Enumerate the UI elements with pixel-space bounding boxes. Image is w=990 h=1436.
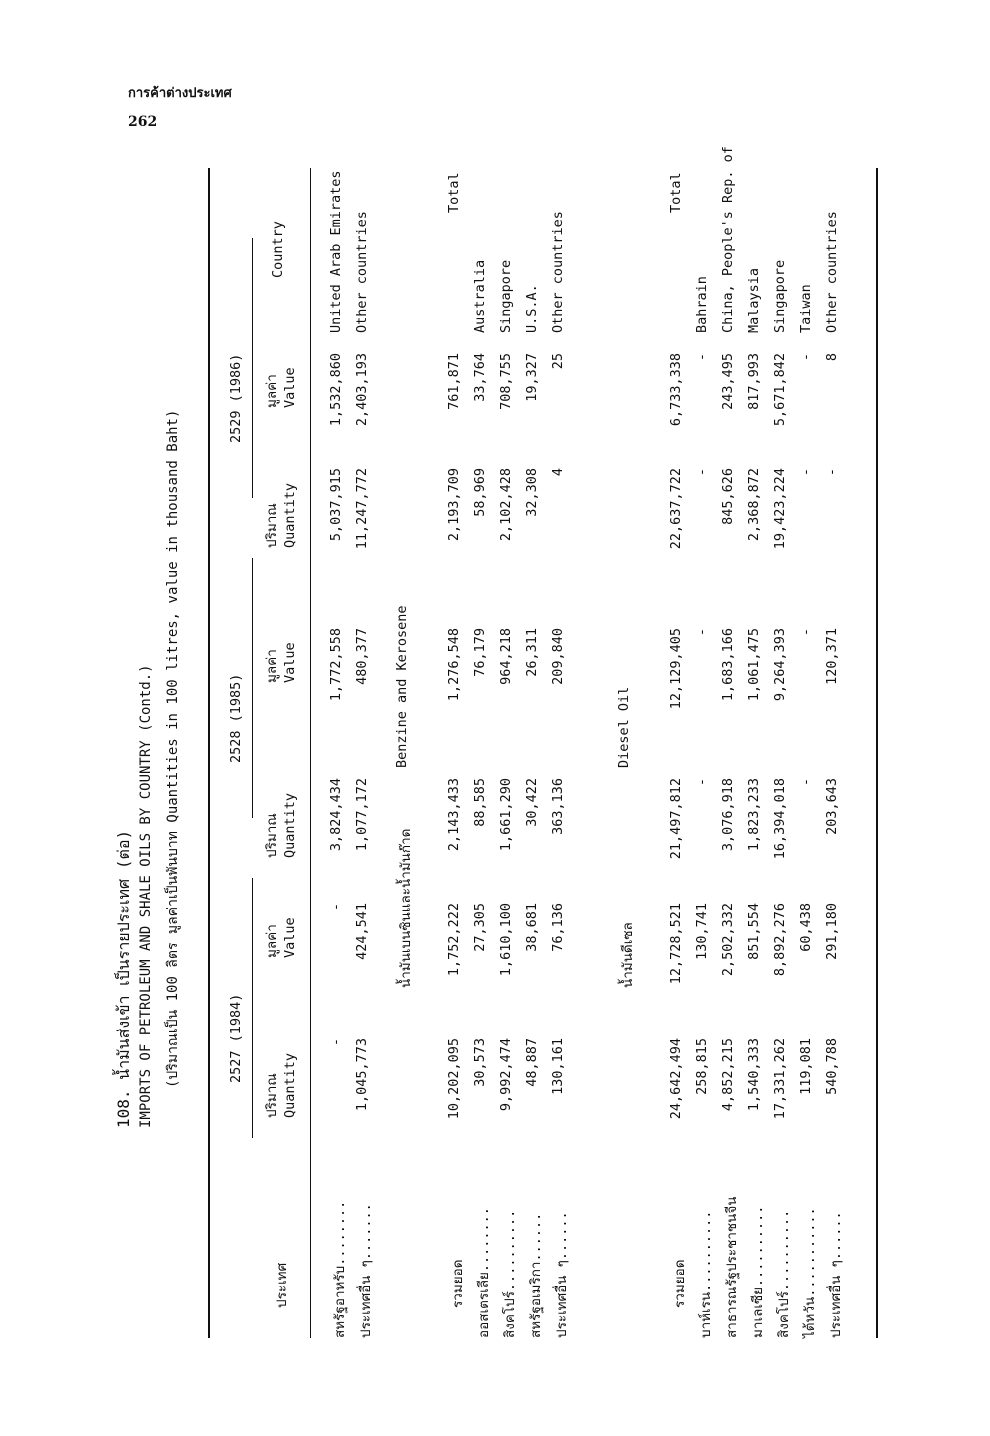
- table-title-en: IMPORTS OF PETROLEUM AND SHALE OILS BY COUNTRY (Contd.): [138, 664, 154, 1128]
- cell-v2: 480,377: [354, 628, 370, 685]
- row-label-en: Singapore: [498, 259, 514, 333]
- row-label-total-en: Total: [668, 172, 684, 213]
- cell-v2: 964,218: [498, 628, 514, 685]
- cell-q1: 258,815: [694, 1038, 710, 1095]
- year-underline: [252, 878, 253, 1138]
- cell-q1: 48,887: [524, 1038, 540, 1087]
- header-value-en: Value: [282, 917, 298, 958]
- cell-v3: 8: [824, 353, 840, 362]
- header-quantity-th: ปริมาณ: [264, 813, 280, 858]
- cell-v1: 424,541: [354, 903, 370, 960]
- cell-v1: 76,136: [550, 903, 566, 952]
- cell-v1: 27,305: [472, 903, 488, 952]
- header-year: 2527 (1984): [228, 993, 244, 1083]
- cell-v1: 2,502,332: [720, 903, 736, 977]
- header-country-th: ประเทศ: [274, 1262, 290, 1308]
- row-label-th: สิงคโปร์..........: [776, 1209, 792, 1338]
- year-underline: [252, 558, 253, 818]
- header-year: 2528 (1985): [228, 673, 244, 763]
- cell-q2: -: [694, 778, 710, 787]
- cell-q3: 4: [550, 468, 566, 477]
- cell-q2: 16,394,018: [772, 778, 788, 860]
- bottom-rule: [876, 168, 878, 1338]
- cell-q3: -: [824, 468, 840, 477]
- row-label-th: บาห์เรน..........: [698, 1210, 714, 1338]
- cell-q3: 32,308: [524, 468, 540, 517]
- row-label-en: U.S.A.: [524, 284, 540, 333]
- row-label-en: China, People's Rep. of: [720, 146, 736, 333]
- cell-v2: -: [798, 628, 814, 637]
- row-label-total-en: Total: [446, 172, 462, 213]
- cell-q1: 1,045,773: [354, 1038, 370, 1112]
- cell-v1: 12,728,521: [668, 903, 684, 985]
- cell-q2: 88,585: [472, 778, 488, 827]
- row-label-th: มาเลเซีย..........: [750, 1205, 766, 1338]
- table-title-th: 108. น้ำมันส่งเข้า เป็นรายประเทศ (ต่อ): [114, 829, 133, 1128]
- cell-v2: 1,061,475: [746, 628, 762, 702]
- cell-v3: 19,327: [524, 353, 540, 402]
- cell-v3: -: [798, 353, 814, 362]
- header-value-th: มูลค่า: [264, 649, 280, 683]
- cell-v1: 1,752,222: [446, 903, 462, 977]
- header-rule: [310, 168, 311, 1338]
- cell-q1: 119,081: [798, 1038, 814, 1095]
- header-value-th: มูลค่า: [264, 374, 280, 408]
- cell-q2: 3,076,918: [720, 778, 736, 852]
- cell-v2: -: [694, 628, 710, 637]
- row-label-en: United Arab Emirates: [328, 170, 344, 333]
- cell-v1: 130,741: [694, 903, 710, 960]
- header-quantity-th: ปริมาณ: [264, 503, 280, 548]
- row-label-en: Other countries: [354, 211, 370, 333]
- cell-v1: 8,892,276: [772, 903, 788, 977]
- section-label-en: Benzine and Kerosene: [394, 605, 410, 768]
- cell-v3: 761,871: [446, 353, 462, 410]
- row-label-th: ประเทศอื่น ๆ.......: [358, 1203, 374, 1338]
- header-quantity-en: Quantity: [282, 792, 298, 858]
- row-label-total-th: รวมยอด: [450, 1259, 466, 1308]
- row-label-en: Bahrain: [694, 276, 710, 333]
- table-subtitle: (ปริมาณเป็น 100 ลิตร มูลค่าเป็นพันบาท Quantities in 100 litres, value in thousand Baht): [165, 409, 181, 1088]
- row-label-th: ประเทศอื่น ๆ......: [828, 1211, 844, 1338]
- section-label-th: น้ำมันเบนซินและน้ำมันก๊าด: [398, 828, 414, 988]
- cell-q2: 1,077,172: [354, 778, 370, 852]
- header-value-th: มูลค่า: [264, 924, 280, 958]
- row-label-en: Taiwan: [798, 284, 814, 333]
- cell-v3: -: [694, 353, 710, 362]
- section-label: การค้าต่างประเทศ: [128, 86, 232, 101]
- section-label-en: Diesel Oil: [616, 686, 632, 768]
- cell-v2: 76,179: [472, 628, 488, 677]
- cell-q2: 3,824,434: [328, 778, 344, 852]
- row-label-en: Other countries: [824, 211, 840, 333]
- cell-q3: 19,423,224: [772, 468, 788, 550]
- cell-q1: 17,331,262: [772, 1038, 788, 1120]
- row-label-en: Australia: [472, 259, 488, 333]
- cell-v2: 209,840: [550, 628, 566, 685]
- cell-q2: 30,422: [524, 778, 540, 827]
- cell-q1: 24,642,494: [668, 1038, 684, 1120]
- row-label-th: สหรัฐอาหรับ........: [332, 1200, 348, 1338]
- cell-q1: 540,788: [824, 1038, 840, 1095]
- cell-q1: 9,992,474: [498, 1038, 514, 1112]
- section-label-th: น้ำมันดีเซล: [620, 922, 636, 988]
- cell-v3: 2,403,193: [354, 353, 370, 427]
- cell-q1: 4,852,215: [720, 1038, 736, 1112]
- cell-q1: 10,202,095: [446, 1038, 462, 1120]
- row-label-th: ไต้หวัน...........: [802, 1207, 818, 1338]
- cell-q3: 11,247,772: [354, 468, 370, 550]
- cell-v1: 60,438: [798, 903, 814, 952]
- header-country-en: Country: [270, 221, 286, 278]
- cell-v2: 1,683,166: [720, 628, 736, 702]
- cell-v3: 1,532,860: [328, 353, 344, 427]
- rotated-table-region: [100, 146, 990, 1368]
- top-rule: [208, 168, 210, 1338]
- cell-q2: 2,143,433: [446, 778, 462, 852]
- cell-q3: 58,969: [472, 468, 488, 517]
- cell-q2: 1,661,290: [498, 778, 514, 852]
- cell-v3: 708,755: [498, 353, 514, 410]
- row-label-total-th: รวมยอด: [672, 1259, 688, 1308]
- cell-q2: -: [798, 778, 814, 787]
- cell-v2: 1,276,548: [446, 628, 462, 702]
- cell-v1: 291,180: [824, 903, 840, 960]
- cell-q1: 1,540,333: [746, 1038, 762, 1112]
- row-label-en: Malaysia: [746, 267, 762, 333]
- header-value-en: Value: [282, 642, 298, 683]
- header-quantity-en: Quantity: [282, 1052, 298, 1118]
- cell-v3: 817,993: [746, 353, 762, 410]
- cell-q3: 845,626: [720, 468, 736, 525]
- header-value-en: Value: [282, 367, 298, 408]
- cell-v3: 5,671,842: [772, 353, 788, 427]
- cell-v3: 33,764: [472, 353, 488, 402]
- cell-v2: 12,129,405: [668, 628, 684, 710]
- row-label-th: สาธารณรัฐประชาชนจีน: [724, 1196, 740, 1338]
- cell-q3: -: [694, 468, 710, 477]
- cell-q2: 363,136: [550, 778, 566, 835]
- year-underline: [252, 238, 253, 498]
- cell-v1: -: [328, 903, 344, 912]
- cell-q1: 30,573: [472, 1038, 488, 1087]
- page-number: 262: [128, 114, 158, 130]
- cell-v2: 1,772,558: [328, 628, 344, 702]
- cell-q3: 2,193,709: [446, 468, 462, 542]
- cell-q3: 2,368,872: [746, 468, 762, 542]
- imports-table: [100, 146, 880, 1338]
- row-label-en: Singapore: [772, 259, 788, 333]
- cell-q1: 130,161: [550, 1038, 566, 1095]
- header-quantity-th: ปริมาณ: [264, 1073, 280, 1118]
- cell-v3: 6,733,338: [668, 353, 684, 427]
- cell-q3: 5,037,915: [328, 468, 344, 542]
- cell-v1: 38,681: [524, 903, 540, 952]
- cell-q3: 2,102,428: [498, 468, 514, 542]
- row-label-th: ประเทศอื่น ๆ......: [554, 1211, 570, 1338]
- cell-v1: 851,554: [746, 903, 762, 960]
- cell-v2: 26,311: [524, 628, 540, 677]
- cell-v3: 25: [550, 353, 566, 370]
- cell-q2: 1,823,233: [746, 778, 762, 852]
- row-label-th: สหรัฐอเมริกา......: [528, 1212, 544, 1338]
- cell-q2: 203,643: [824, 778, 840, 835]
- row-label-en: Other countries: [550, 211, 566, 333]
- header-year: 2529 (1986): [228, 353, 244, 443]
- cell-v2: 9,264,393: [772, 628, 788, 702]
- cell-q2: 21,497,812: [668, 778, 684, 860]
- row-label-th: สิงคโปร์..........: [502, 1209, 518, 1338]
- cell-q3: 22,637,722: [668, 468, 684, 550]
- header-quantity-en: Quantity: [282, 482, 298, 548]
- cell-q3: -: [798, 468, 814, 477]
- cell-q1: -: [328, 1038, 344, 1047]
- cell-v3: 243,495: [720, 353, 736, 410]
- cell-v2: 120,371: [824, 628, 840, 685]
- row-label-th: ออสเตรเลีย........: [476, 1207, 492, 1338]
- cell-v1: 1,610,100: [498, 903, 514, 977]
